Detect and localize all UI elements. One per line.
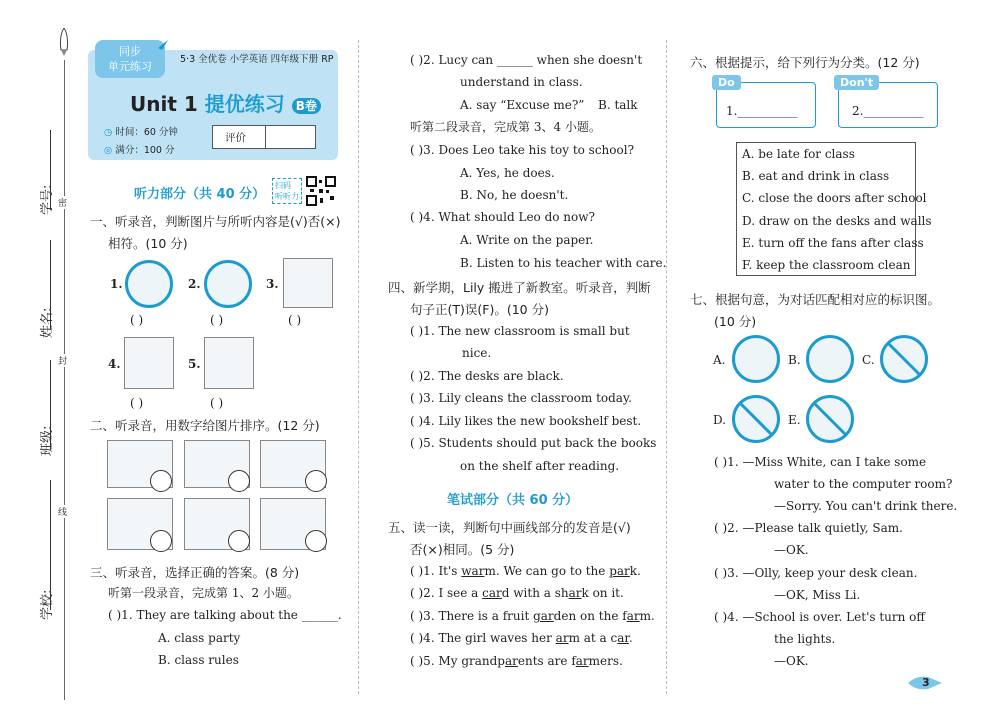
s5-text-part: m. [639, 609, 655, 623]
qr-caption: 扫码 听听力 [272, 178, 302, 204]
dont-tag: Don't [834, 75, 879, 90]
s5-underlined-part: ar [555, 631, 569, 645]
rocket-icon [58, 28, 70, 56]
s7-item-3-reply: —OK, Miss Li. [774, 588, 861, 602]
s3-q4-b: B. Listen to his teacher with care. [460, 256, 667, 270]
s4-item-5: ( )5. Students should put back the books [410, 436, 657, 450]
s1-pic-3 [283, 258, 333, 308]
s5-item [410, 631, 633, 645]
label-student-id: 学号: [40, 184, 55, 215]
s7-item-1-cont: water to the computer room? [774, 477, 953, 491]
s3-q4-a: A. Write on the paper. [460, 233, 594, 247]
s2-title: 二、听录音，用数字给图片排序。(12 分) [90, 418, 320, 433]
sign-c-no-talking-icon [880, 335, 928, 383]
s4-item-1: ( )1. The new classroom is small but [410, 324, 630, 338]
label-class: 班级: [40, 425, 55, 456]
s5-text-part: . [628, 631, 633, 645]
class-line [50, 360, 51, 450]
mark-mi: 密 [58, 196, 67, 209]
option-e: E. turn off the fans after class [742, 236, 924, 250]
qr-code-icon[interactable] [306, 176, 336, 206]
s5-text-part: ( )3. There is a fruit [410, 609, 534, 623]
option-f: F. keep the classroom clean [742, 258, 911, 272]
unit-badge: 同步 单元练习 [95, 40, 165, 78]
s1-pic-5 [204, 337, 254, 389]
option-d: D. draw on the desks and walls [742, 214, 932, 228]
s4-title: 四、新学期，Lily 搬进了新教室。听录音，判断 [388, 280, 651, 295]
s6-title: 六、根据提示，给下列行为分类。(12 分) [690, 55, 920, 70]
score-text: 满分：100 分 [115, 145, 175, 156]
s3-q3-b: B. No, he doesn't. [460, 188, 569, 202]
eval-label: 评价 [225, 132, 246, 144]
s3-q2-cont: understand in class. [460, 75, 583, 89]
s5-underlined-part: ar [568, 586, 582, 600]
s3-intro2: 听第二段录音，完成第 3、4 小题。 [410, 120, 601, 134]
s5-item [410, 564, 641, 578]
s1-paren-3[interactable]: ( ) [288, 313, 302, 327]
s1-pic-4 [124, 337, 174, 389]
do-blank[interactable]: 1.__________ [726, 104, 798, 118]
s5-underlined-part: par [609, 564, 630, 578]
s5-text-part: ents are f [517, 654, 576, 668]
s1-pic-2 [204, 260, 252, 308]
page-title [130, 88, 321, 117]
s1-num-3: 3. [266, 277, 279, 291]
binding-line [64, 60, 65, 700]
option-b: B. eat and drink in class [742, 169, 890, 183]
s1-num-5: 5. [188, 357, 201, 371]
s2-order-circle-5[interactable] [228, 530, 250, 552]
binding-margin [0, 0, 80, 719]
s7-item-4-reply: —OK. [774, 654, 809, 668]
s2-order-circle-2[interactable] [228, 470, 250, 492]
s3-q2-a: A. say “Excuse me?” [460, 98, 585, 112]
s3-q3-a: A. Yes, he does. [460, 166, 555, 180]
s5-underlined-part: ar [505, 654, 518, 668]
title-tag: B卷 [292, 98, 321, 114]
s3-title: 三、听录音，选择正确的答案。(8 分) [90, 565, 300, 580]
s2-order-circle-3[interactable] [305, 470, 327, 492]
s7-title: 七、根据句意，为对话匹配相对应的标识图。 [690, 292, 941, 307]
s5-text-part: den on the f [553, 609, 627, 623]
title-unit: Unit 1 [130, 92, 198, 116]
mark-xian: 线 [58, 505, 67, 518]
listening-title: 听力部分（共 40 分） [134, 187, 266, 202]
sign-label-a: A. [713, 353, 726, 367]
option-c: C. close the doors after school [742, 191, 927, 205]
score-info [104, 142, 174, 156]
column-divider-1 [358, 40, 359, 694]
s3-intro1: 听第一段录音，完成第 1、2 小题。 [108, 586, 299, 600]
time-info [104, 124, 178, 138]
student-id-line [50, 130, 51, 210]
writing-title: 笔试部分（共 60 分） [447, 493, 579, 508]
sign-label-e: E. [788, 413, 801, 427]
s4-title2: 句子正(T)误(F)。(10 分) [410, 302, 549, 317]
sign-b-desk-icon [806, 335, 854, 383]
s3-q3: ( )3. Does Leo take his toy to school? [410, 143, 635, 157]
s7-item-2-reply: —OK. [774, 543, 809, 557]
clock-icon: ◷ [104, 127, 116, 138]
s5-text-part: ( )2. I see a [410, 586, 483, 600]
sign-label-d: D. [713, 413, 727, 427]
do-tag: Do [712, 75, 741, 90]
s3-q1-b: B. class rules [158, 653, 239, 667]
s5-underlined-part: war [461, 564, 485, 578]
s7-item-1: ( )1. —Miss White, can I take some [714, 455, 927, 469]
s1-paren-1[interactable]: ( ) [130, 313, 144, 327]
s5-title2: 否(×)相同。(5 分) [410, 542, 515, 557]
s5-underlined-part: ar [617, 631, 629, 645]
sign-a-no-laptop-icon [732, 335, 780, 383]
options-box [736, 142, 932, 276]
s2-order-circle-4[interactable] [150, 530, 172, 552]
s4-item-4: ( )4. Lily likes the new bookshelf best. [410, 414, 642, 428]
sign-d-no-papers-icon [732, 395, 780, 443]
s5-text-part: ( )1. It's [410, 564, 462, 578]
s4-item-5-cont: on the shelf after reading. [460, 459, 620, 473]
label-name: 姓名: [40, 307, 55, 338]
s7-item-4-cont: the lights. [774, 632, 836, 646]
s7-title2: (10 分) [714, 314, 757, 329]
s5-text-part: k on it. [581, 586, 624, 600]
s7-item-2: ( )2. —Please talk quietly, Sam. [714, 521, 903, 535]
column-divider-2 [666, 40, 667, 694]
title-main: 提优练习 [204, 92, 285, 116]
s3-q2: ( )2. Lucy can ______ when she doesn't [410, 53, 643, 67]
s2-order-circle-6[interactable] [305, 530, 327, 552]
s3-q1-a: A. class party [158, 631, 241, 645]
s5-underlined-part: ar [626, 609, 640, 623]
dont-blank[interactable]: 2.__________ [852, 104, 924, 118]
sign-e-no-drinks-icon [806, 395, 854, 443]
s5-title: 五、读一读，判断句中画线部分的发音是(√) [388, 520, 631, 535]
s5-text-part: ( )4. The girl waves her [410, 631, 556, 645]
s3-q1: ( )1. They are talking about the ______. [108, 608, 342, 622]
s5-underlined-part: car [482, 586, 502, 600]
s1-pic-1 [125, 260, 173, 308]
s5-underlined-part: ar [575, 654, 589, 668]
s7-item-1-reply: —Sorry. You can't drink there. [774, 499, 958, 513]
s5-item [410, 654, 623, 668]
option-a: A. be late for class [742, 147, 855, 161]
check-icon: ◎ [104, 145, 116, 156]
label-school: 学校: [40, 589, 55, 620]
s3-q2-b: B. talk [598, 98, 638, 112]
s1-num-2: 2. [188, 277, 201, 291]
sign-label-b: B. [788, 353, 801, 367]
s5-text-part: mers. [588, 654, 623, 668]
s1-paren-4[interactable]: ( ) [130, 396, 144, 410]
s5-text-part: ( )5. My grandp [410, 654, 505, 668]
eval-divider [265, 126, 266, 148]
s5-underlined-part: gar [533, 609, 554, 623]
s1-paren-2[interactable]: ( ) [210, 313, 224, 327]
s5-text-part: d with a sh [501, 586, 569, 600]
rocket-badge-icon [148, 36, 174, 65]
s1-paren-5[interactable]: ( ) [210, 396, 224, 410]
s7-item-4: ( )4. —School is over. Let's turn off [714, 610, 925, 624]
s5-text-part: m at a c [568, 631, 618, 645]
s4-item-1-cont: nice. [462, 346, 492, 360]
s1-title2: 相符。(10 分) [108, 236, 188, 251]
s1-num-1: 1. [110, 277, 123, 291]
time-text: 时间：60 分钟 [115, 127, 178, 138]
s5-item [410, 609, 655, 623]
s7-item-3: ( )3. —Olly, keep your desk clean. [714, 566, 918, 580]
eval-box[interactable] [212, 125, 316, 149]
s1-num-4: 4. [108, 357, 121, 371]
s1-title: 一、听录音，判断图片与所听内容是(√)否(×) [90, 214, 341, 229]
s5-item [410, 586, 624, 600]
s5-text-part: k. [629, 564, 641, 578]
page-number-badge [908, 675, 942, 691]
s2-order-circle-1[interactable] [150, 470, 172, 492]
s4-item-2: ( )2. The desks are black. [410, 369, 564, 383]
s4-item-3: ( )3. Lily cleans the classroom today. [410, 391, 632, 405]
book-info: 5·3 全优卷 小学英语 四年级下册 RP [180, 54, 334, 65]
s5-text-part: m. We can go to the [484, 564, 610, 578]
s3-q4: ( )4. What should Leo do now? [410, 210, 595, 224]
page-number: 3 [922, 676, 930, 689]
name-line [50, 240, 51, 330]
school-line [50, 480, 51, 610]
sign-label-c: C. [862, 353, 875, 367]
mark-feng: 封 [58, 354, 67, 367]
